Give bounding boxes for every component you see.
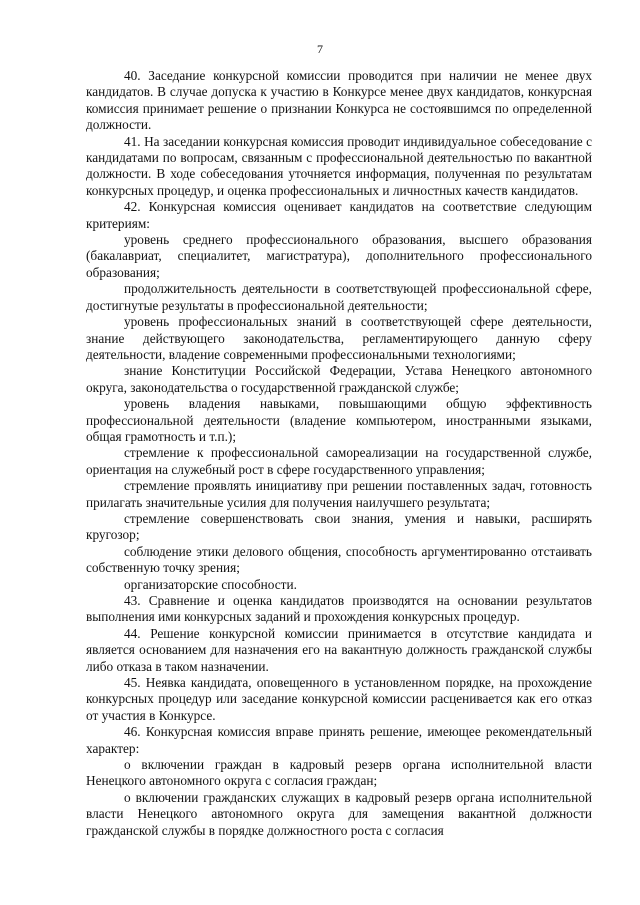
document-body [86,68,592,839]
page-number: 7 [317,42,323,56]
paragraph-42: 42. Конкурсная комиссия оценивает кандидатов на соответствие следующим критериям: [86,199,592,231]
paragraph-40: 40. Заседание конкурсной комиссии проводится при наличии не менее двух кандидатов. В случае допуска к участию в Конкурсе менее двух кандидатов, конкурсная комиссия принимает решение о признании Конкурса не состоявшимся по определенной должности. [86,68,592,133]
criterion-education: уровень среднего профессионального образования, высшего образования (бакалавриат, специалитет, магистратура), дополнительного профессионального образования; [86,232,592,280]
decision-citizens-reserve: о включении граждан в кадровый резерв органа исполнительной власти Ненецкого автономного округа с согласия граждан; [86,757,592,789]
criterion-ethics: соблюдение этики делового общения, способность аргументированно отстаивать собственную точку зрения; [86,543,592,576]
criterion-initiative: стремление проявлять инициативу при решении поставленных задач, готовность прилагать значительные усилия для получения наилучшего результата; [86,478,592,510]
criterion-knowledge: уровень профессиональных знаний в соответствующей сфере деятельности, знание действующего законодательства, регламентирующего данную сферу деятельности, владение современными профессиональными технологиями; [86,314,592,362]
criterion-skills: уровень владения навыками, повышающими общую эффективность профессиональной деятельности (владение компьютером, иностранными языками, общая грамотность и т.п.); [86,396,592,444]
criterion-organization: организаторские способности. [124,576,297,592]
paragraph-44: 44. Решение конкурсной комиссии принимается в отсутствие кандидата и является основанием для назначения его на вакантную должность гражданской службы либо отказа в таком назначении. [86,625,592,674]
paragraph-41: 41. На заседании конкурсная комиссия проводит индивидуальное собеседование с кандидатами по вопросам, связанным с профессиональной деятельностью по вакантной должности. В ходе собеседования уточняется информация, полученная по результатам конкурсных процедур, и оценка профессиональных и личностных качеств кандидатов. [86,133,592,198]
paragraph-45: 45. Неявка кандидата, оповещенного в установленном порядке, на прохождение конкурсных процедур или заседание конкурсной комиссии расценивается как его отказ от участия в Конкурсе. [86,675,592,723]
paragraph-46: 46. Конкурсная комиссия вправе принять решение, имеющее рекомендательный характер: [86,724,592,756]
decision-servants-reserve: о включении гражданских служащих в кадровый резерв органа исполнительной власти Ненецкого автономного округа для замещения вакантной должности гражданской службы в порядке должностного роста с согласия [86,789,592,838]
criterion-self-improvement: стремление совершенствовать свои знания, умения и навыки, расширять кругозор; [86,510,592,543]
paragraph-43: 43. Сравнение и оценка кандидатов производятся на основании результатов выполнения ими конкурсных заданий и прохождения конкурсных процедур. [86,593,592,625]
criterion-experience: продолжительность деятельности в соответствующей профессиональной сфере, достигнутые результаты в профессиональной деятельности; [86,281,592,313]
criterion-constitution: знание Конституции Российской Федерации, Устава Ненецкого автономного округа, законодательства о государственной гражданской службе; [86,363,592,395]
criterion-self-realization: стремление к профессиональной самореализации на государственной службе, ориентация на служебный рост в сфере государственного управления; [86,445,592,477]
